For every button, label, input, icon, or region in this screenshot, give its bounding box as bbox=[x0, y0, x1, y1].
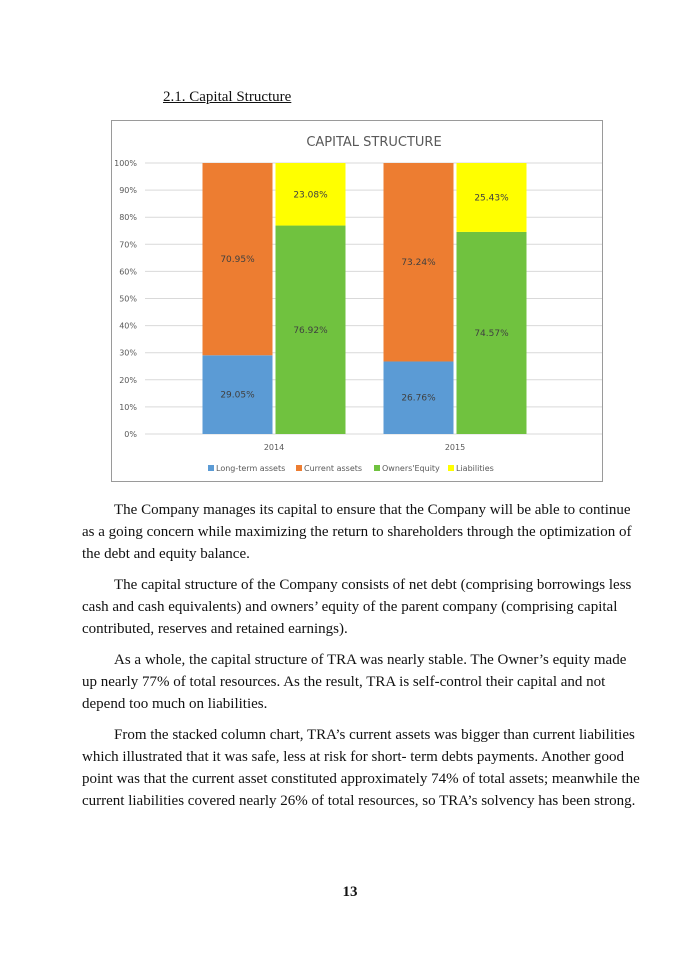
y-tick-label: 10% bbox=[119, 402, 137, 412]
x-tick-label: 2014 bbox=[263, 443, 285, 452]
legend-swatch bbox=[208, 465, 214, 471]
chart-svg bbox=[112, 121, 602, 481]
y-tick-label: 60% bbox=[119, 267, 137, 277]
data-label: 76.92% bbox=[293, 325, 328, 336]
legend-label: Long-term assets bbox=[216, 464, 286, 473]
data-label: 23.08% bbox=[293, 190, 328, 201]
legend-label: Current assets bbox=[304, 464, 363, 473]
data-label: 29.05% bbox=[220, 390, 255, 401]
y-tick-label: 50% bbox=[119, 294, 137, 304]
legend-swatch bbox=[296, 465, 302, 471]
y-tick-label: 100% bbox=[114, 159, 137, 168]
paragraph-stability: As a whole, the capital structure of TRA was nearly stable. The Owner’s equity made up nearly 77% of total resources. As the result, TRA is self-control their capital and not depend too much on liabilities. bbox=[82, 652, 627, 712]
y-tick-label: 20% bbox=[119, 375, 137, 385]
paragraph-capital-management: The Company manages its capital to ensure that the Company will be able to continue as a going concern while maximizing the return to shareholders through the optimization of the debt and equity balance. bbox=[82, 502, 632, 562]
paragraph-capital-composition: The capital structure of the Company consists of net debt (comprising borrowings less cash and cash equivalents) and owners’ equity of the parent company (comprising capital contributed, reserves and retained earnings). bbox=[82, 577, 632, 637]
data-label: 25.43% bbox=[474, 193, 509, 204]
body-text bbox=[82, 499, 642, 821]
legend-label: Owners'Equity bbox=[382, 464, 440, 473]
legend-swatch bbox=[374, 465, 380, 471]
y-tick-label: 30% bbox=[119, 348, 137, 358]
data-label: 70.95% bbox=[220, 255, 255, 266]
data-label: 73.24% bbox=[401, 258, 436, 269]
y-tick-label: 70% bbox=[119, 240, 137, 250]
chart-title: CAPITAL STRUCTURE bbox=[306, 135, 442, 150]
section-heading: 2.1. Capital Structure bbox=[163, 89, 292, 105]
data-label: 74.57% bbox=[474, 328, 509, 339]
page-number: 13 bbox=[342, 884, 358, 900]
y-tick-label: 40% bbox=[119, 321, 137, 331]
y-tick-label: 90% bbox=[119, 186, 137, 196]
capital-structure-chart bbox=[111, 120, 603, 482]
x-tick-label: 2015 bbox=[444, 443, 466, 452]
y-tick-label: 80% bbox=[119, 213, 137, 223]
paragraph-solvency: From the stacked column chart, TRA’s current assets was bigger than current liabilities which illustrated that it was safe, less at risk for short- term debts payments. Another good point was that the current asset constituted approximately 74% of total assets; meanwhile the current liabilities covered nearly 26% of total resources, so TRA’s solvency has been strong. bbox=[82, 727, 640, 809]
legend-swatch bbox=[448, 465, 454, 471]
y-tick-label: 0% bbox=[124, 430, 137, 439]
legend-label: Liabilities bbox=[456, 464, 494, 473]
data-label: 26.76% bbox=[401, 393, 436, 404]
